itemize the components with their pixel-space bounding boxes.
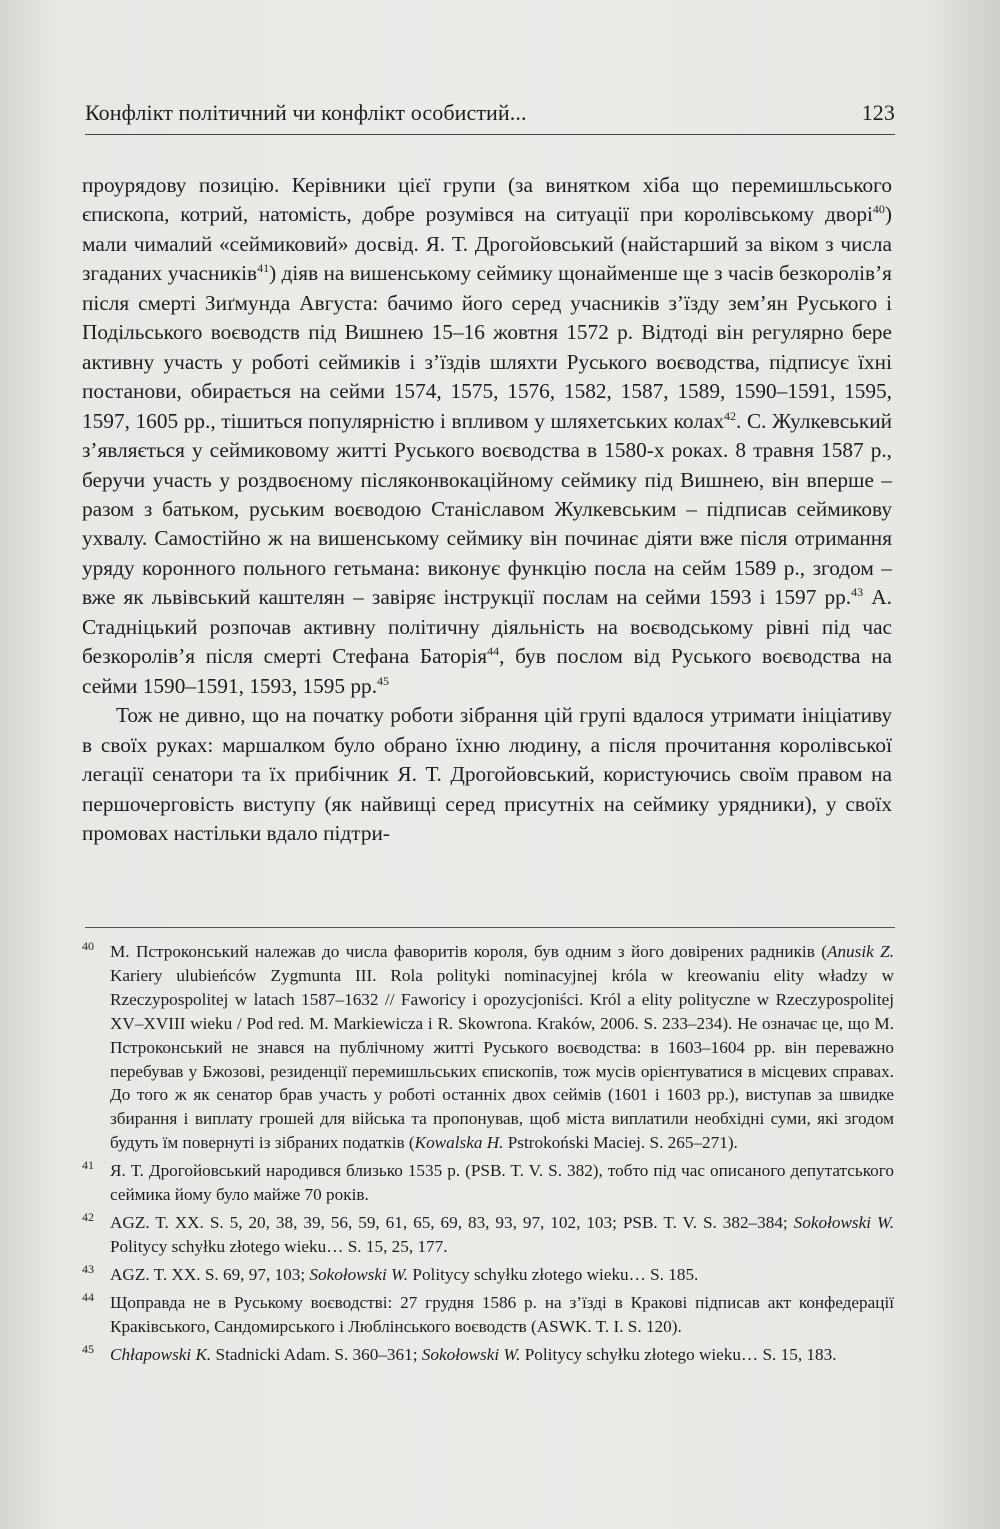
footnote-text: AGZ. T. XX. S. 69, 97, 103; — [110, 1264, 310, 1284]
page-number: 123 — [861, 100, 895, 125]
footnote-text: Pstrokoński Maciej. S. 265–271). — [503, 1133, 738, 1153]
footnote-text: Kariery ulubieńców Zygmunta III. Rola polityki nominacyjnej króla w kreowaniu elity władzy w Rzeczypospolitej w latach 1587–1632 // Faworicy i opozycjoniści. Król a elity polityczne w Rzeczypospolitej XV–XVIII wieku / Pod red. M. Markiewicza i R. Skowrona. Kraków, 2006. S. 233–234). Не означає це, що М. Пстроконський не знався на публічному житті Руського воєводства: в 1603–1604 рр. він переважно перебував у Бжозові, резиденції перемишльських єпископів, тож мусів орієнтуватися в місцевих справах. До того ж як сенатор брав участь у роботі останніх двох сеймів (1601 і 1603 рр.), виступав за швидке збирання і виплату грошей для війська та пропонував, щоб міста виплатили необхідні суми, які згодом будуть їм повернуті із зібраних податків ( — [110, 965, 894, 1153]
running-header — [85, 100, 895, 126]
paragraph-text: . С. Жулкевський з’являється у сеймиковому житті Руського воєводства в 1580-х роках. 8 травня 1587 р., беручи участь у роздвоєному післяконвокаційному сеймику під Вишнею, він вперше – разом з батьком, руським воєводою Станіславом Жулкевським – підписав сеймикову ухвалу. Самостійно ж на вишенському сеймику він починає діяти вже після отримання уряду коронного польного гетьмана: виконує функцію посла на сейм 1589 р., згодом – вже як львівський каштелян – завіряє інструкції послам на сейми 1593 і 1597 рр. — [82, 408, 892, 610]
paragraph-text: , був послом від Руського воєводства на сейми 1590–1591, 1593, 1595 рр. — [82, 644, 892, 698]
footnote-number: 43 — [82, 1261, 94, 1276]
footnote-41 — [82, 1159, 894, 1207]
footnote-text: Politycy schyłku złotego wieku… S. 15, 183. — [520, 1344, 837, 1364]
footnote-40 — [82, 940, 894, 1155]
footnote-ref: 45 — [377, 673, 390, 688]
footnote-ref: 44 — [487, 644, 500, 659]
footnote-ref: 42 — [724, 408, 737, 423]
footnote-number: 40 — [82, 939, 94, 953]
author-name: Chłapowski K. — [110, 1344, 212, 1364]
footnote-45 — [82, 1343, 894, 1367]
paragraph-text: ) діяв на вишенському сеймику щонайменше ще з часів безкоролів’я після смерті Зиґмунда Августа: бачимо його серед учасників з’їзду зем’ян Руського і Подільського воєводств під Вишнею 15–16 жовтня 1572 р. Відтоді він регулярно бере активну участь у роботі сеймиків і з’їздів шляхти Руського воєводства, підписує їхні постанови, обирається на сейми 1574, 1575, 1576, 1582, 1587, 1589, 1590–1591, 1595, 1597, 1605 рр., тішиться популярністю і впливом у шляхетських колах — [82, 261, 892, 433]
paragraph-1 — [82, 171, 892, 701]
footnote-number: 41 — [82, 1158, 94, 1173]
footnote-number: 44 — [82, 1289, 94, 1304]
footnote-number: 42 — [82, 1209, 94, 1224]
footnote-number: 45 — [82, 1341, 94, 1356]
author-name: Sokołowski W. — [793, 1212, 894, 1232]
author-name: Kowalska H. — [414, 1133, 504, 1153]
footnote-text: Щоправда не в Руському воєводстві: 27 грудня 1586 р. на з’їзді в Кракові підписав акт конфедерації Краківського, Сандомирського і Люблінського воєводств (ASWK. T. I. S. 120). — [110, 1292, 894, 1336]
author-name: Sokołowski W. — [309, 1264, 409, 1284]
footnote-text: М. Пстроконський належав до числа фаворитів короля, був одним з його довірених радників ( — [110, 942, 827, 961]
header-rule — [85, 134, 895, 135]
paragraph-text: ) мали чималий «сеймиковий» досвід. Я. Т. Дрогойовський (найстарший за віком з числа згаданих учасників — [82, 202, 892, 286]
footnote-42 — [82, 1211, 894, 1259]
footnote-ref: 41 — [257, 261, 270, 276]
paragraph-text: А. Стадніцький розпочав активну політичну діяльність на воєводському рівні під час безкоролів’я після смерті Стефана Баторія — [82, 585, 893, 669]
paragraph-text: проурядову позицію. Керівники цієї групи (за винятком хіба що перемишльського єпископа, котрий, натомість, добре розумівся на ситуації при королівському дворі — [82, 173, 892, 227]
running-title: Конфлікт політичний чи конфлікт особистий... — [85, 100, 527, 125]
footnote-44 — [82, 1291, 894, 1339]
footnote-text: Я. Т. Дрогойовський народився близько 1535 р. (PSB. T. V. S. 382), тобто під час описаного депутатського сеймика йому було майже 70 років. — [110, 1161, 894, 1205]
footnote-text: Politycy schyłku złotego wieku… S. 15, 25, 177. — [110, 1236, 448, 1256]
paragraph-2: Тож не дивно, що на початку роботи зібрання цій групі вдалося утримати ініціативу в своїх руках: маршалком було обрано їхню людину, а після прочитання королівської легації сенатори та їх прибічник Я. Т. Дрогойовський, користуючись своїм правом на першочерговість виступу (як найвищі серед присутніх на сеймику урядники), у своїх промовах настільки вдало підтри- — [82, 703, 892, 845]
author-name: Sokołowski W. — [421, 1344, 521, 1364]
footnote-text: Politycy schyłku złotego wieku… S. 185. — [408, 1264, 699, 1284]
footnote-text: AGZ. T. XX. S. 5, 20, 38, 39, 56, 59, 61, 65, 69, 83, 93, 97, 102, 103; PSB. T. V. S. 382–384; — [110, 1212, 794, 1232]
footnote-text: Stadnicki Adam. S. 360–361; — [211, 1344, 422, 1364]
footnotes — [82, 940, 894, 1370]
footnote-43 — [82, 1263, 894, 1287]
footnote-ref: 40 — [872, 202, 885, 217]
author-name: Anusik Z. — [826, 942, 894, 961]
footnote-ref: 43 — [851, 585, 864, 600]
footnote-rule — [85, 927, 895, 928]
main-text — [82, 171, 892, 848]
